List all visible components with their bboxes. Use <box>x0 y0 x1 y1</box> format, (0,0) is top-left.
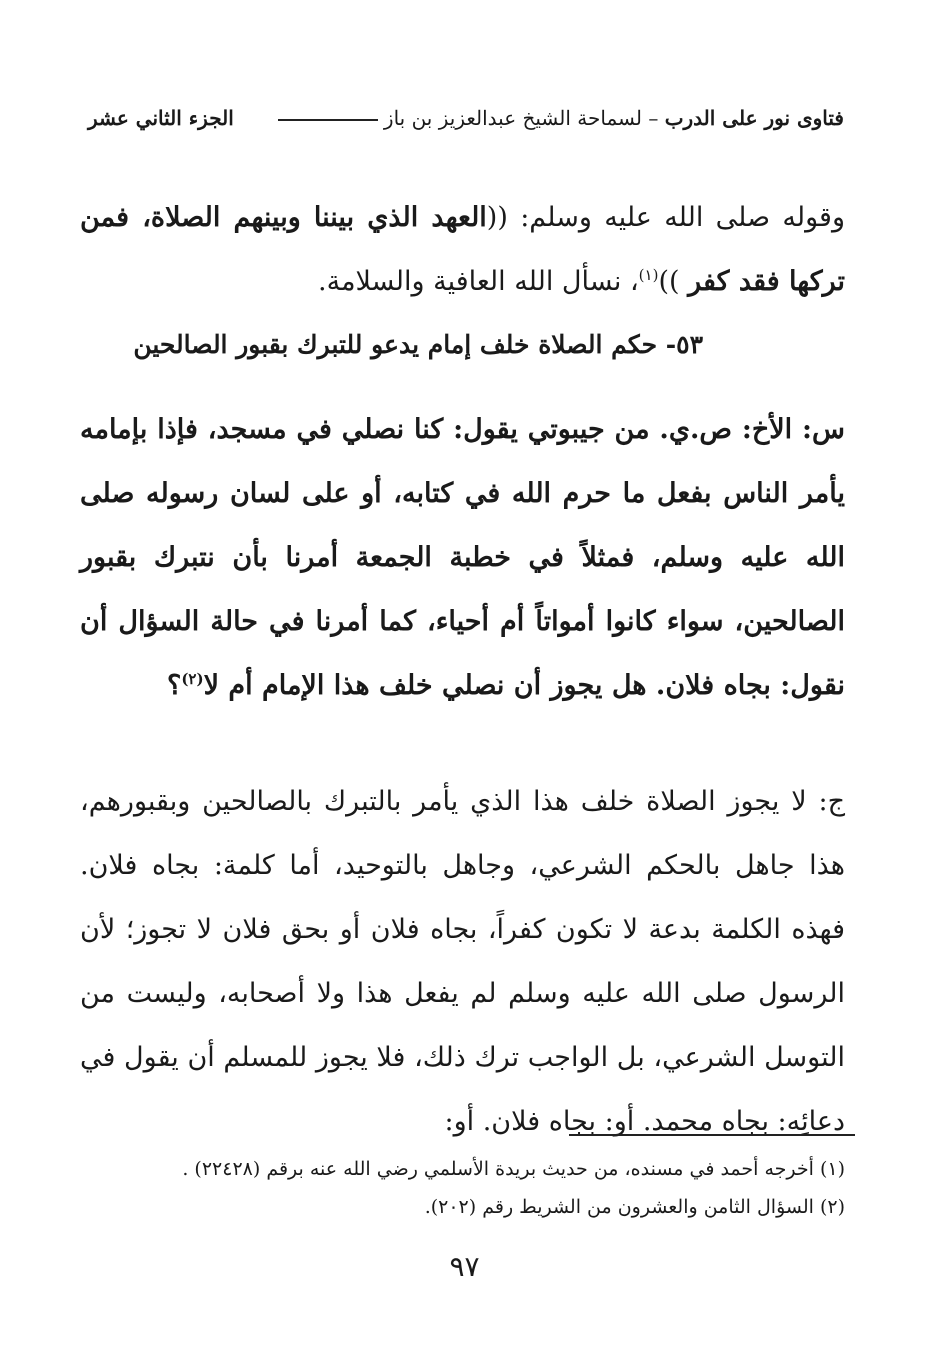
header-author: – لسماحة الشيخ عبدالعزيز بن باز <box>383 106 659 130</box>
intro-hadith: العهد الذي بيننا وبينهم الصلاة، فمن تركها فقد كفر <box>80 202 845 297</box>
answer-paragraph <box>80 770 845 1154</box>
section-heading: ٥٣- حكم الصلاة خلف إمام يدعو للتبرك بقبور الصالحين <box>133 330 703 359</box>
intro-close: )) <box>658 266 680 297</box>
intro-after: ، نسأل الله العافية والسلامة. <box>318 266 639 297</box>
footnote-ref-2: (٢) <box>181 670 204 688</box>
intro-text: وقوله صلى الله عليه وسلم: (( <box>486 202 845 233</box>
footnote-2: (٢) السؤال الثامن والعشرون من الشريط رقم (٢٠٢). <box>424 1196 845 1218</box>
header-rule <box>278 119 378 121</box>
header-book-info <box>272 106 844 130</box>
page-number: ٩٧ <box>449 1250 480 1283</box>
question-body: كنا نصلي في مسجد، فإذا بإمامه يأمر الناس بفعل ما حرم الله في كتابه، أو على لسان رسوله صلى الله عليه وسلم، فمثلاً في خطبة الجمعة أمرنا بأن نتبرك بقبور الصالحين، سواء كانوا أمواتاً أم أحياء، كما أمرنا في حالة السؤال أن نقول: بجاه فلان. هل يجوز أن نصلي خلف هذا الإمام أم لا <box>80 414 845 701</box>
intro-paragraph <box>80 186 845 314</box>
answer-text: لا يجوز الصلاة خلف هذا الذي يأمر بالتبرك بالصالحين وبقبورهم، هذا جاهل بالحكم الشرعي، وجاهل بالتوحيد، أما كلمة: بجاه فلان. فهذه الكلمة بدعة لا تكون كفراً، بجاه فلان أو بحق فلان لا تجوز؛ لأن الرسول صلى الله عليه وسلم لم يفعل هذا ولا أصحابه، وليست من التوسل الشرعي، بل الواجب ترك ذلك، فلا يجوز للمسلم أن يقول في دعائِه: بجاه محمد. أو: بجاه فلان. أو: <box>80 786 845 1137</box>
question-label: س: <box>802 414 845 445</box>
running-header <box>88 100 844 136</box>
question-lead: الأخ: ص.ي. من جيبوتي يقول: <box>453 414 793 445</box>
answer-label: ج: <box>818 786 845 817</box>
footnote-separator <box>569 1134 855 1136</box>
footnote-ref-1: (١) <box>638 266 659 284</box>
footnotes <box>85 1150 845 1226</box>
footnote-1: (١) أخرجه أحمد في مسنده، من حديث بريدة الأسلمي رضي الله عنه برقم (٢٢٤٢٨) . <box>182 1158 845 1180</box>
question-end: ؟ <box>166 670 182 701</box>
header-book-title: فتاوى نور على الدرب <box>664 106 844 130</box>
header-volume: الجزء الثاني عشر <box>88 106 234 130</box>
question-paragraph <box>80 398 845 718</box>
